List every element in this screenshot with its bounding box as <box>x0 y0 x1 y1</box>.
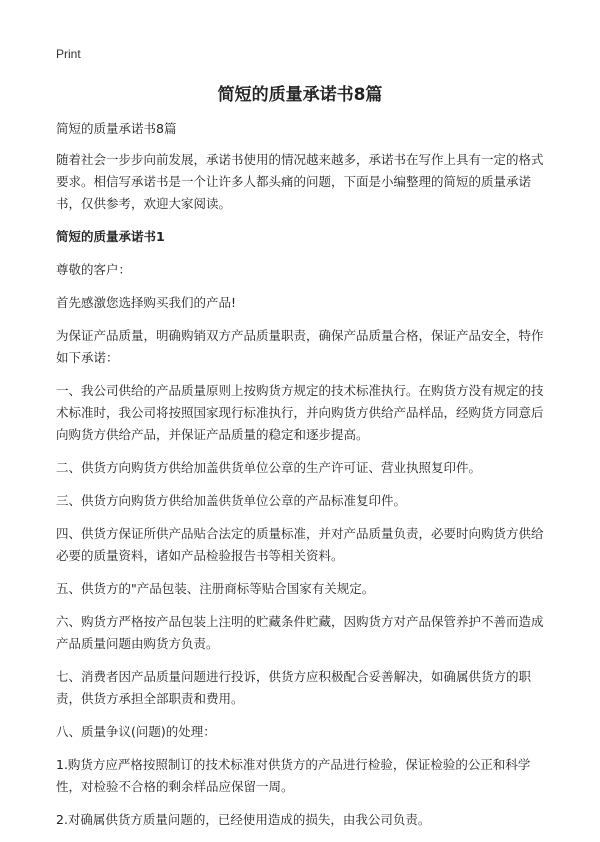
clause-paragraph: 五、供货方的"产品包装、注册商标等贴合国家有关规定。 <box>56 581 375 596</box>
document-title: 简短的质量承诺书8篇 <box>217 85 383 105</box>
body-paragraph: 首先感激您选择购买我们的产品! <box>56 295 237 310</box>
sub-clause-paragraph: 2.对确属供货方质量问题的，已经使用造成的损失，由我公司负责。 <box>56 812 431 827</box>
clause-paragraph: 二、供货方向购货方供给加盖供货单位公章的生产许可证、营业执照复印件。 <box>56 460 482 475</box>
intro-paragraph: 随着社会一步步向前发展，承诺书使用的情况越来越多，承诺书在写作上具有一定的格式要求。相信写承诺书是一个让许多人都头痛的问题，下面是小编整理的简短的质量承诺书，仅供参考，欢迎大家阅读。 <box>56 152 544 211</box>
body-paragraph: 为保证产品质量，明确购销双方产品质量职责，确保产品质量合格，保证产品安全，特作如下承诺： <box>56 328 544 365</box>
document-body <box>56 118 554 842</box>
clause-paragraph: 四、供货方保证所供产品贴合法定的质量标准，并对产品质量负责，必要时向购货方供给必要的质量资料，诸如产品检验报告书等相关资料。 <box>56 526 544 563</box>
section-heading: 简短的质量承诺书1 <box>56 229 165 244</box>
clause-paragraph: 一、我公司供给的产品质量原则上按购货方规定的技术标准执行。在购货方没有规定的技术标准时，我公司将按照国家现行标准执行，并向购货方供给产品样品，经购货方同意后向购货方供给产品，并保证产品质量的稳定和逐步提高。 <box>56 383 544 442</box>
clause-paragraph: 三、供货方向购货方供给加盖供货单位公章的产品标准复印件。 <box>56 493 407 508</box>
print-link[interactable]: Print <box>56 47 81 61</box>
sub-clause-paragraph: 1.购货方应严格按照制订的技术标准对供货方的产品进行检验，保证检验的公正和科学性，对检验不合格的剩余样品应保留一周。 <box>56 757 531 794</box>
document-subtitle: 简短的质量承诺书8篇 <box>56 121 177 136</box>
clause-paragraph: 七、消费者因产品质量问题进行投诉，供货方应积极配合妥善解决，如确属供货方的职责，供货方承担全部职责和费用。 <box>56 669 532 706</box>
greeting-paragraph: 尊敬的客户： <box>56 262 132 277</box>
clause-paragraph: 六、购货方严格按产品包装上注明的贮藏条件贮藏，因购货方对产品保管养护不善而造成产品质量问题由购货方负责。 <box>56 614 544 651</box>
clause-paragraph: 八、质量争议(问题)的处理： <box>56 724 216 739</box>
